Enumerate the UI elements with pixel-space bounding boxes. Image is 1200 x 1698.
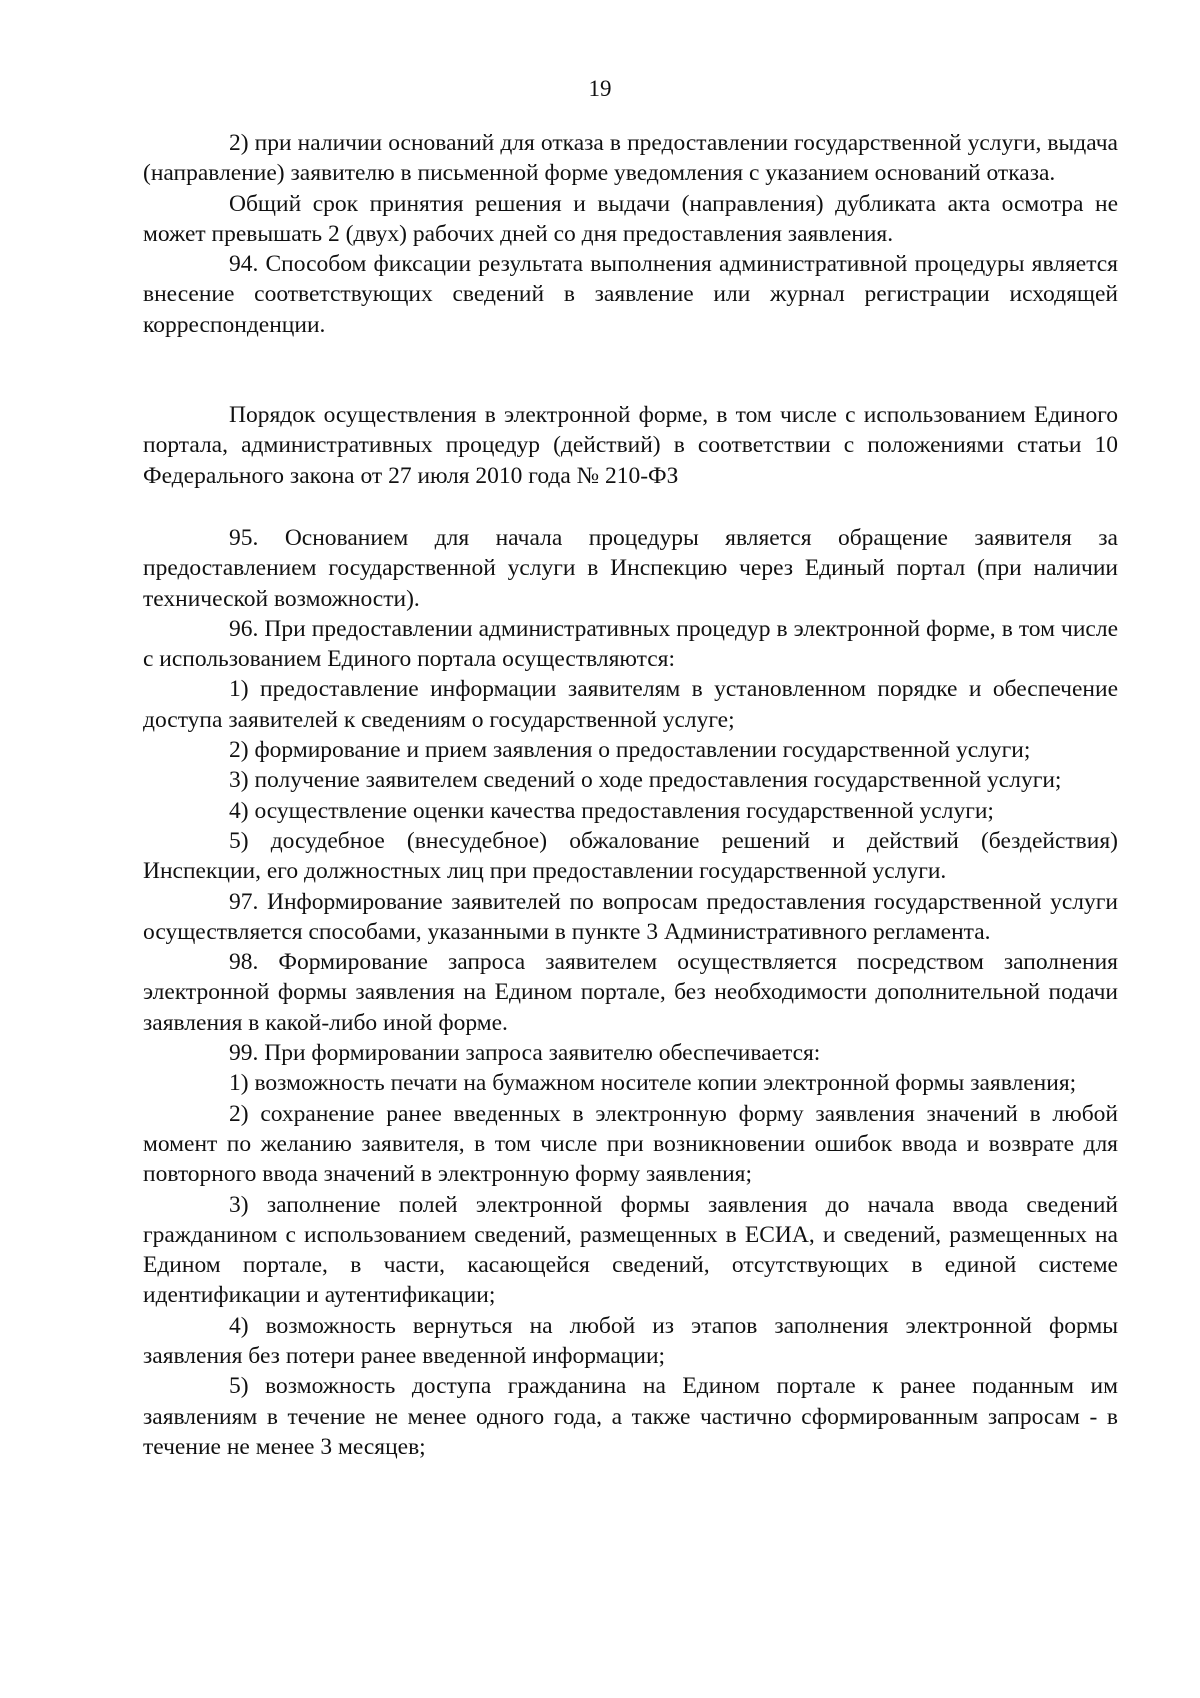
- paragraph: 4) осуществление оценки качества предоставления государственной услуги;: [229, 797, 994, 824]
- paragraph: Общий срок принятия решения и выдачи (направления) дубликата акта осмотра не может превышать 2 (двух) рабочих дней со дня предоставления заявления.: [143, 190, 1118, 247]
- top-text-block: [143, 128, 1118, 340]
- section-heading: Порядок осуществления в электронной форме, в том числе с использованием Единого портала, административных процедур (действий) в соответствии с положениями статьи 10 Федерального закона от 27 июля 2010 года № 210-ФЗ: [143, 402, 1118, 489]
- paragraph: 95. Основанием для начала процедуры является обращение заявителя за предоставлением государственной услуги в Инспекцию через Единый портал (при наличии технической возможности).: [143, 525, 1118, 612]
- paragraph: 5) досудебное (внесудебное) обжалование решений и действий (бездействия) Инспекции, его должностных лиц при предоставлении государственной услуги.: [143, 827, 1118, 885]
- paragraph: 96. При предоставлении административных процедур в электронной форме, в том числе с использованием Единого портала осуществляются:: [143, 615, 1118, 673]
- paragraph: 3) получение заявителем сведений о ходе предоставления государственной услуги;: [229, 767, 1062, 794]
- paragraph: 1) предоставление информации заявителям в установленном порядке и обеспечение доступа заявителей к сведениям о государственной услуге;: [143, 676, 1118, 733]
- paragraph: 5) возможность доступа гражданина на Едином портале к ранее поданным им заявлениям в течение не менее одного года, а также частично сформированным запросам - в течение не менее 3 месяцев;: [143, 1373, 1118, 1460]
- paragraph: 4) возможность вернуться на любой из этапов заполнения электронной формы заявления без потери ранее введенной информации;: [143, 1312, 1118, 1370]
- paragraph: 94. Способом фиксации результата выполнения административной процедуры является внесение соответствующих сведений в заявление или журнал регистрации исходящей корреспонденции.: [143, 251, 1118, 338]
- paragraph: 2) при наличии оснований для отказа в предоставлении государственной услуги, выдача (направление) заявителю в письменной форме уведомления с указанием оснований отказа.: [143, 130, 1118, 187]
- page-number: 19: [588, 76, 612, 101]
- paragraph: 99. При формировании запроса заявителю обеспечивается:: [229, 1040, 821, 1067]
- paragraph: 1) возможность печати на бумажном носителе копии электронной формы заявления;: [229, 1070, 1077, 1097]
- paragraph: 2) формирование и прием заявления о предоставлении государственной услуги;: [229, 737, 1031, 764]
- main-text-block: [143, 523, 1118, 1462]
- paragraph: 3) заполнение полей электронной формы заявления до начала ввода сведений гражданином с использованием сведений, размещенных в ЕСИА, и сведений, размещенных на Едином портале, в части, касающейся сведений, отсутствующих в единой системе идентификации и аутентификации;: [143, 1191, 1118, 1309]
- paragraph: 98. Формирование запроса заявителем осуществляется посредством заполнения электронной формы заявления на Едином портале, без необходимости дополнительной подачи заявления в какой-либо иной форме.: [143, 949, 1118, 1036]
- paragraph: 97. Информирование заявителей по вопросам предоставления государственной услуги осуществляется способами, указанными в пункте 3 Административного регламента.: [143, 888, 1118, 945]
- paragraph: 2) сохранение ранее введенных в электронную форму заявления значений в любой момент по желанию заявителя, в том числе при возникновении ошибок ввода и возврате для повторного ввода значений в электронную форму заявления;: [143, 1100, 1118, 1188]
- section-heading-block: [143, 400, 1118, 491]
